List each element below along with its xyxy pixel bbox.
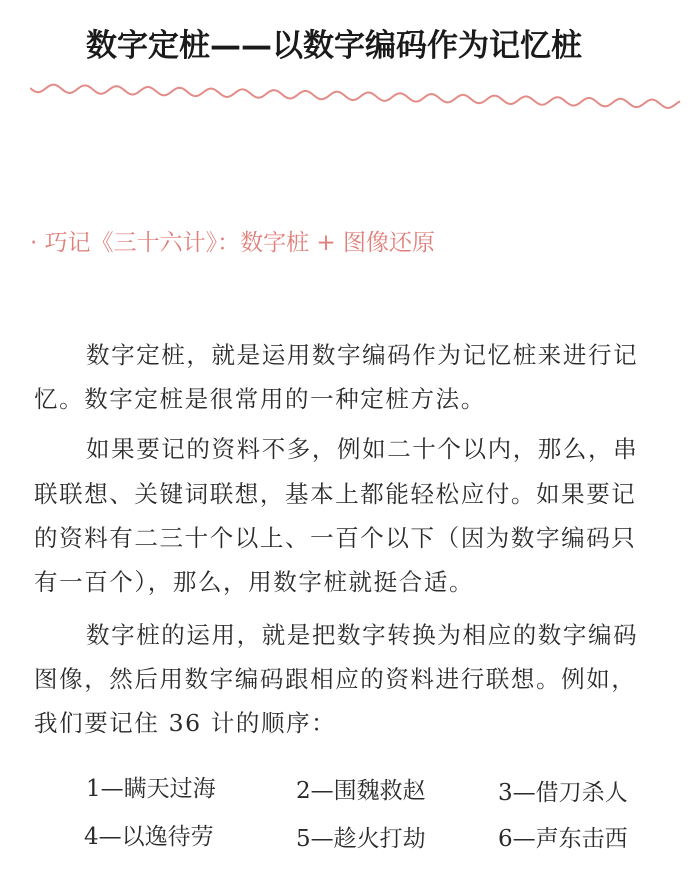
body-line: 忆。数字定桩是很常用的一种定桩方法。 [34,385,486,413]
body-line: 我们要记住 36 计的顺序： [34,709,337,737]
body-line: 如果要记的资料不多，例如二十个以内，那么，串 [86,435,639,463]
stratagem-item: 4—以逸待劳 [84,824,214,850]
stratagem-item: 2—围魏救赵 [296,778,426,804]
wavy-divider [30,78,685,118]
body-line: 的资料有二三十个以上、一百个以下（因为数字编码只 [34,524,637,552]
stratagem-item: 3—借刀杀人 [498,780,628,806]
body-line: 图像，然后用数字编码跟相应的资料进行联想。例如， [34,665,637,693]
body-line: 数字桩的运用，就是把数字转换为相应的数字编码 [86,621,639,649]
stratagem-item: 1—瞒天过海 [86,776,216,802]
stratagem-item: 6—声东击西 [498,826,628,852]
body-line: 联联想、关键词联想，基本上都能轻松应付。如果要记 [34,480,637,508]
body-line: 数字定桩，就是运用数字编码作为记忆桩来进行记 [86,341,639,369]
stratagem-item: 5—趁火打劫 [296,826,426,852]
section-heading: · 巧记《三十六计》：数字桩 + 图像还原 [30,230,436,256]
page-title: 数字定桩——以数字编码作为记忆桩 [86,28,582,64]
body-line: 有一百个），那么，用数字桩就挺合适。 [34,568,475,596]
